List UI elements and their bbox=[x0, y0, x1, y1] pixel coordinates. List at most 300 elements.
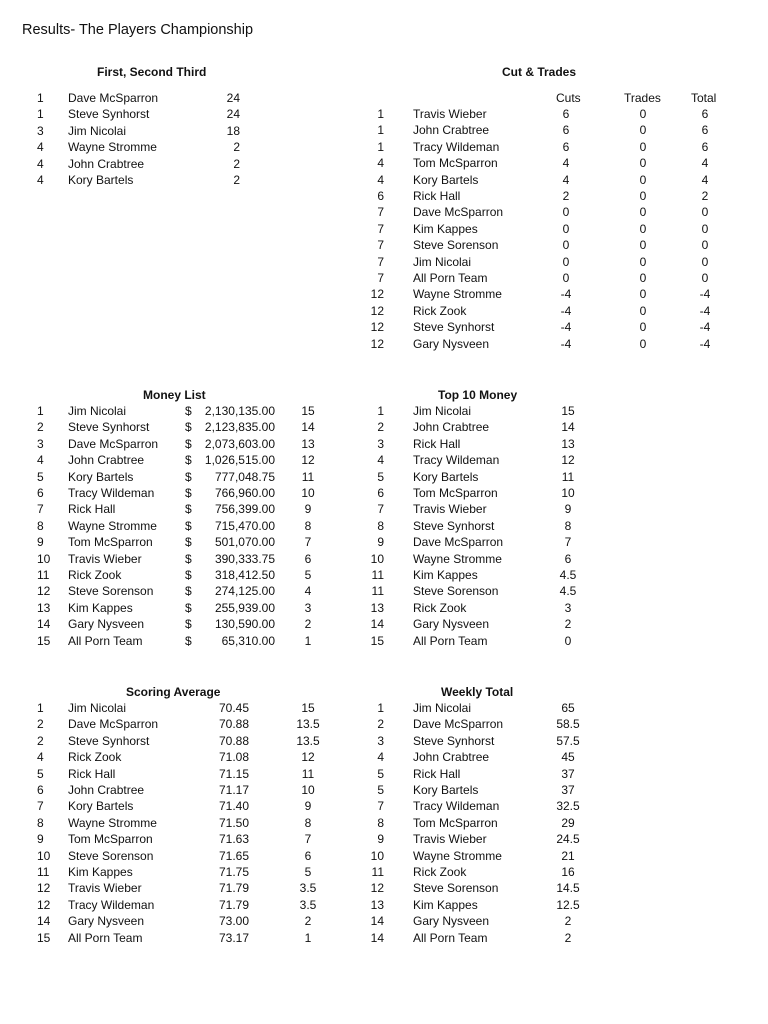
rank-cell: 4 bbox=[37, 173, 44, 187]
player-name-cell: Kory Bartels bbox=[413, 469, 479, 484]
player-name-cell: Kim Kappes bbox=[68, 600, 133, 615]
player-name-cell: Kory Bartels bbox=[68, 469, 134, 484]
earnings-cell: 130,590.00 bbox=[214, 617, 275, 632]
rank-cell: 8 bbox=[377, 518, 384, 533]
column-header-trades: Trades bbox=[624, 91, 661, 105]
player-name-cell: Steve Synhorst bbox=[68, 107, 150, 122]
player-name-cell: Steve Synhorst bbox=[68, 420, 150, 435]
rank-cell: 15 bbox=[370, 633, 384, 648]
player-name-cell: Gary Nysveen bbox=[413, 617, 490, 632]
trades-cell: 0 bbox=[639, 123, 647, 138]
total-cell: 2 bbox=[701, 189, 709, 203]
player-name-cell: Tom McSparron bbox=[413, 156, 498, 171]
points-cell: 5 bbox=[304, 568, 312, 582]
rank-cell: 4 bbox=[377, 156, 384, 171]
points-cell: 2 bbox=[233, 156, 240, 171]
cuts-cell: 4 bbox=[562, 156, 570, 171]
player-name-cell: Gary Nysveen bbox=[413, 914, 490, 929]
player-name-cell: Kory Bartels bbox=[68, 173, 134, 187]
rank-cell: 12 bbox=[370, 881, 384, 896]
currency-cell: $ bbox=[185, 551, 192, 566]
currency-cell: $ bbox=[185, 535, 192, 550]
rank-cell: 12 bbox=[370, 320, 384, 335]
earnings-cell: 756,399.00 bbox=[214, 502, 275, 517]
rank-cell: 4 bbox=[37, 156, 44, 171]
rank-cell: 11 bbox=[371, 865, 384, 879]
player-name-cell: Wayne Stromme bbox=[68, 518, 157, 533]
player-name-cell: Rick Zook bbox=[413, 865, 467, 879]
player-name-cell: Travis Wieber bbox=[413, 107, 487, 121]
points-cell: 14 bbox=[301, 420, 315, 435]
total-cell: 57.5 bbox=[556, 733, 580, 748]
average-cell: 71.63 bbox=[218, 832, 250, 847]
player-name-cell: Rick Hall bbox=[68, 766, 116, 781]
earnings-cell: 318,412.50 bbox=[214, 568, 275, 582]
rank-cell: 1 bbox=[377, 139, 384, 154]
rank-cell: 7 bbox=[377, 254, 384, 269]
average-cell: 71.40 bbox=[218, 799, 250, 814]
cuts-cell: 0 bbox=[562, 221, 570, 236]
player-name-cell: All Porn Team bbox=[68, 930, 143, 945]
rank-cell: 12 bbox=[37, 881, 51, 896]
player-name-cell: Kory Bartels bbox=[413, 783, 479, 797]
average-cell: 71.17 bbox=[218, 783, 250, 797]
player-name-cell: Gary Nysveen bbox=[68, 617, 145, 632]
rank-cell: 9 bbox=[377, 535, 384, 550]
rank-cell: 11 bbox=[371, 568, 384, 582]
currency-cell: $ bbox=[185, 617, 192, 632]
points-cell: 12 bbox=[301, 453, 315, 468]
points-cell: 13 bbox=[301, 436, 315, 451]
points-cell: 13 bbox=[561, 436, 575, 451]
player-name-cell: Travis Wieber bbox=[68, 551, 142, 566]
earnings-cell: 766,960.00 bbox=[214, 486, 275, 500]
rank-cell: 12 bbox=[370, 303, 384, 318]
points-cell: 10 bbox=[301, 486, 315, 500]
rank-cell: 7 bbox=[377, 238, 384, 253]
cuts-cell: -4 bbox=[560, 320, 572, 335]
player-name-cell: Kim Kappes bbox=[413, 897, 478, 912]
rank-cell: 4 bbox=[37, 453, 44, 468]
player-name-cell: All Porn Team bbox=[68, 633, 143, 648]
page-title: Results- The Players Championship bbox=[22, 22, 254, 38]
player-name-cell: Wayne Stromme bbox=[413, 848, 502, 863]
trades-cell: 0 bbox=[639, 221, 647, 236]
player-name-cell: Travis Wieber bbox=[413, 832, 487, 847]
points-cell: 8 bbox=[304, 518, 312, 533]
points-cell: 11 bbox=[301, 766, 315, 781]
section-title-first-second-third: First, Second Third bbox=[97, 65, 207, 79]
currency-cell: $ bbox=[185, 600, 192, 615]
player-name-cell: Jim Nicolai bbox=[413, 701, 472, 715]
rank-cell: 5 bbox=[377, 783, 384, 797]
rank-cell: 7 bbox=[377, 205, 384, 220]
trades-cell: 0 bbox=[639, 139, 647, 154]
rank-cell: 4 bbox=[377, 172, 384, 187]
trades-cell: 0 bbox=[639, 336, 647, 351]
currency-cell: $ bbox=[185, 486, 192, 500]
player-name-cell: Tom McSparron bbox=[68, 535, 153, 550]
section-title-scoring-average: Scoring Average bbox=[126, 685, 221, 699]
average-cell: 73.00 bbox=[218, 914, 250, 929]
total-cell: 37 bbox=[561, 766, 575, 781]
average-cell: 70.88 bbox=[218, 717, 250, 732]
player-name-cell: Wayne Stromme bbox=[68, 815, 157, 830]
earnings-cell: 501,070.00 bbox=[214, 535, 275, 550]
total-cell: 2 bbox=[564, 914, 572, 929]
trades-cell: 0 bbox=[639, 205, 647, 220]
player-name-cell: Rick Hall bbox=[413, 436, 461, 451]
rank-cell: 10 bbox=[37, 848, 51, 863]
player-name-cell: Wayne Stromme bbox=[68, 140, 157, 155]
points-cell: 4 bbox=[304, 584, 312, 599]
total-cell: 21 bbox=[561, 848, 575, 863]
player-name-cell: Rick Zook bbox=[68, 568, 122, 582]
trades-cell: 0 bbox=[639, 320, 647, 335]
points-cell: 2 bbox=[304, 617, 312, 632]
total-cell: 58.5 bbox=[556, 717, 580, 732]
points-cell: 6 bbox=[304, 551, 312, 566]
points-cell: 13.5 bbox=[296, 717, 320, 732]
rank-cell: 3 bbox=[37, 436, 44, 451]
earnings-cell: 777,048.75 bbox=[214, 469, 275, 484]
currency-cell: $ bbox=[185, 404, 192, 418]
points-cell: 18 bbox=[226, 123, 240, 138]
points-cell: 6 bbox=[304, 848, 312, 863]
rank-cell: 14 bbox=[370, 930, 384, 945]
rank-cell: 15 bbox=[37, 930, 51, 945]
player-name-cell: Rick Hall bbox=[413, 766, 461, 781]
player-name-cell: Steve Sorenson bbox=[413, 881, 499, 896]
points-cell: 15 bbox=[301, 701, 315, 715]
player-name-cell: John Crabtree bbox=[413, 123, 490, 138]
column-header-cuts: Cuts bbox=[556, 91, 581, 105]
rank-cell: 7 bbox=[37, 799, 44, 814]
player-name-cell: Dave McSparron bbox=[413, 717, 504, 732]
average-cell: 71.15 bbox=[218, 766, 250, 781]
player-name-cell: Dave McSparron bbox=[68, 717, 159, 732]
player-name-cell: Steve Sorenson bbox=[413, 584, 499, 599]
average-cell: 71.75 bbox=[218, 865, 250, 879]
player-name-cell: Wayne Stromme bbox=[413, 287, 502, 302]
rank-cell: 14 bbox=[370, 914, 384, 929]
trades-cell: 0 bbox=[639, 156, 647, 171]
section-title-money-list: Money List bbox=[143, 388, 206, 402]
column-header-total: Total bbox=[691, 91, 717, 105]
cuts-cell: 2 bbox=[562, 189, 570, 203]
rank-cell: 10 bbox=[370, 848, 384, 863]
player-name-cell: Dave McSparron bbox=[68, 91, 159, 105]
player-name-cell: Tracy Wildeman bbox=[413, 139, 500, 154]
player-name-cell: Gary Nysveen bbox=[413, 336, 490, 351]
points-cell: 1 bbox=[304, 633, 312, 648]
trades-cell: 0 bbox=[639, 172, 647, 187]
cuts-cell: 0 bbox=[562, 254, 570, 269]
player-name-cell: Rick Zook bbox=[68, 750, 122, 765]
rank-cell: 3 bbox=[37, 123, 44, 138]
points-cell: 3 bbox=[564, 600, 572, 615]
points-cell: 10 bbox=[561, 486, 575, 500]
earnings-cell: 274,125.00 bbox=[214, 584, 275, 599]
player-name-cell: John Crabtree bbox=[68, 783, 145, 797]
player-name-cell: All Porn Team bbox=[413, 930, 488, 945]
points-cell: 6 bbox=[564, 551, 572, 566]
currency-cell: $ bbox=[185, 502, 192, 517]
player-name-cell: John Crabtree bbox=[68, 156, 145, 171]
points-cell: 2 bbox=[564, 617, 572, 632]
cuts-cell: 6 bbox=[562, 107, 570, 121]
player-name-cell: Kory Bartels bbox=[413, 172, 479, 187]
rank-cell: 12 bbox=[370, 336, 384, 351]
total-cell: 6 bbox=[701, 107, 709, 121]
total-cell: 6 bbox=[701, 139, 709, 154]
points-cell: 13.5 bbox=[296, 733, 320, 748]
rank-cell: 2 bbox=[37, 717, 44, 732]
rank-cell: 12 bbox=[37, 897, 51, 912]
points-cell: 7 bbox=[564, 535, 572, 550]
player-name-cell: Dave McSparron bbox=[413, 205, 504, 220]
player-name-cell: Kim Kappes bbox=[413, 221, 478, 236]
points-cell: 4.5 bbox=[559, 584, 577, 599]
total-cell: 0 bbox=[701, 254, 709, 269]
rank-cell: 11 bbox=[37, 865, 50, 879]
points-cell: 8 bbox=[304, 815, 312, 830]
rank-cell: 1 bbox=[377, 701, 384, 715]
rank-cell: 5 bbox=[377, 469, 384, 484]
earnings-cell: 2,073,603.00 bbox=[204, 436, 275, 451]
total-cell: 37 bbox=[561, 783, 575, 797]
rank-cell: 10 bbox=[37, 551, 51, 566]
player-name-cell: Rick Hall bbox=[68, 502, 116, 517]
rank-cell: 2 bbox=[377, 717, 384, 732]
player-name-cell: Tracy Wildeman bbox=[413, 453, 500, 468]
points-cell: 24 bbox=[226, 91, 240, 105]
currency-cell: $ bbox=[185, 469, 192, 484]
cuts-cell: 6 bbox=[562, 123, 570, 138]
rank-cell: 2 bbox=[37, 733, 44, 748]
earnings-cell: 65,310.00 bbox=[221, 633, 275, 648]
player-name-cell: Rick Hall bbox=[413, 189, 461, 203]
earnings-cell: 390,333.75 bbox=[214, 551, 275, 566]
player-name-cell: Jim Nicolai bbox=[68, 701, 127, 715]
rank-cell: 1 bbox=[37, 107, 44, 122]
trades-cell: 0 bbox=[639, 287, 647, 302]
trades-cell: 0 bbox=[639, 303, 647, 318]
points-cell: 15 bbox=[561, 404, 575, 418]
player-name-cell: Travis Wieber bbox=[68, 881, 142, 896]
player-name-cell: Steve Sorenson bbox=[413, 238, 499, 253]
total-cell: -4 bbox=[699, 320, 711, 335]
player-name-cell: Rick Zook bbox=[413, 303, 467, 318]
rank-cell: 7 bbox=[37, 502, 44, 517]
points-cell: 11 bbox=[561, 469, 575, 484]
earnings-cell: 715,470.00 bbox=[214, 518, 275, 533]
total-cell: 0 bbox=[701, 271, 709, 285]
currency-cell: $ bbox=[185, 633, 192, 648]
player-name-cell: Travis Wieber bbox=[413, 502, 487, 517]
rank-cell: 14 bbox=[370, 617, 384, 632]
points-cell: 14 bbox=[561, 420, 575, 435]
rank-cell: 6 bbox=[377, 486, 384, 500]
points-cell: 1 bbox=[304, 930, 312, 945]
points-cell: 15 bbox=[301, 404, 315, 418]
currency-cell: $ bbox=[185, 518, 192, 533]
total-cell: 12.5 bbox=[556, 897, 580, 912]
rank-cell: 5 bbox=[377, 766, 384, 781]
rank-cell: 8 bbox=[37, 518, 44, 533]
player-name-cell: Steve Synhorst bbox=[413, 320, 495, 335]
player-name-cell: Steve Synhorst bbox=[68, 733, 150, 748]
cuts-cell: -4 bbox=[560, 303, 572, 318]
currency-cell: $ bbox=[185, 436, 192, 451]
rank-cell: 5 bbox=[37, 469, 44, 484]
rank-cell: 5 bbox=[37, 766, 44, 781]
player-name-cell: Dave McSparron bbox=[68, 436, 159, 451]
section-title-weekly-total: Weekly Total bbox=[441, 685, 514, 699]
player-name-cell: Jim Nicolai bbox=[413, 254, 472, 269]
total-cell: -4 bbox=[699, 336, 711, 351]
player-name-cell: All Porn Team bbox=[413, 271, 488, 285]
rank-cell: 14 bbox=[37, 914, 51, 929]
average-cell: 71.79 bbox=[218, 881, 250, 896]
points-cell: 9 bbox=[304, 502, 312, 517]
total-cell: 0 bbox=[701, 221, 709, 236]
player-name-cell: Steve Sorenson bbox=[68, 584, 154, 599]
player-name-cell: Tom McSparron bbox=[413, 486, 498, 500]
currency-cell: $ bbox=[185, 420, 192, 435]
player-name-cell: Dave McSparron bbox=[413, 535, 504, 550]
player-name-cell: Tracy Wildeman bbox=[68, 486, 155, 500]
rank-cell: 1 bbox=[37, 701, 44, 715]
points-cell: 3.5 bbox=[299, 881, 317, 896]
player-name-cell: Jim Nicolai bbox=[68, 123, 127, 138]
cuts-cell: 6 bbox=[562, 139, 570, 154]
rank-cell: 1 bbox=[377, 123, 384, 138]
rank-cell: 15 bbox=[37, 633, 51, 648]
rank-cell: 7 bbox=[377, 799, 384, 814]
average-cell: 73.17 bbox=[218, 930, 250, 945]
points-cell: 7 bbox=[304, 832, 312, 847]
player-name-cell: Steve Synhorst bbox=[413, 733, 495, 748]
total-cell: 65 bbox=[561, 701, 575, 715]
points-cell: 24 bbox=[226, 107, 240, 122]
rank-cell: 11 bbox=[37, 568, 50, 582]
total-cell: 16 bbox=[561, 865, 575, 879]
player-name-cell: Tom McSparron bbox=[413, 815, 498, 830]
rank-cell: 1 bbox=[37, 404, 44, 418]
currency-cell: $ bbox=[185, 568, 192, 582]
cuts-cell: 0 bbox=[562, 205, 570, 220]
total-cell: 4 bbox=[701, 172, 709, 187]
player-name-cell: Gary Nysveen bbox=[68, 914, 145, 929]
rank-cell: 13 bbox=[370, 897, 384, 912]
rank-cell: 4 bbox=[37, 140, 44, 155]
total-cell: 6 bbox=[701, 123, 709, 138]
total-cell: 0 bbox=[701, 205, 709, 220]
total-cell: 29 bbox=[561, 815, 575, 830]
section-title-cut-trades: Cut & Trades bbox=[502, 65, 577, 79]
trades-cell: 0 bbox=[639, 107, 647, 121]
points-cell: 7 bbox=[304, 535, 312, 550]
total-cell: 2 bbox=[564, 930, 572, 945]
rank-cell: 9 bbox=[377, 832, 384, 847]
player-name-cell: Rick Zook bbox=[413, 600, 467, 615]
total-cell: 32.5 bbox=[556, 799, 580, 814]
currency-cell: $ bbox=[185, 584, 192, 599]
cuts-cell: -4 bbox=[560, 336, 572, 351]
rank-cell: 6 bbox=[37, 783, 44, 797]
rank-cell: 14 bbox=[37, 617, 51, 632]
points-cell: 8 bbox=[564, 518, 572, 533]
player-name-cell: John Crabtree bbox=[413, 750, 490, 765]
points-cell: 4.5 bbox=[559, 568, 577, 582]
cuts-cell: 0 bbox=[562, 238, 570, 253]
rank-cell: 12 bbox=[37, 584, 51, 599]
rank-cell: 12 bbox=[370, 287, 384, 302]
rank-cell: 6 bbox=[37, 486, 44, 500]
rank-cell: 8 bbox=[377, 815, 384, 830]
earnings-cell: 2,130,135.00 bbox=[204, 404, 275, 418]
trades-cell: 0 bbox=[639, 271, 647, 285]
rank-cell: 7 bbox=[377, 502, 384, 517]
player-name-cell: Kim Kappes bbox=[68, 865, 133, 879]
rank-cell: 13 bbox=[37, 600, 51, 615]
points-cell: 11 bbox=[301, 469, 315, 484]
total-cell: 24.5 bbox=[556, 832, 580, 847]
points-cell: 5 bbox=[304, 865, 312, 879]
average-cell: 71.50 bbox=[218, 815, 250, 830]
earnings-cell: 2,123,835.00 bbox=[204, 420, 275, 435]
average-cell: 71.65 bbox=[218, 848, 250, 863]
player-name-cell: Kim Kappes bbox=[413, 568, 478, 582]
rank-cell: 3 bbox=[377, 733, 384, 748]
rank-cell: 1 bbox=[377, 107, 384, 121]
rank-cell: 9 bbox=[37, 535, 44, 550]
trades-cell: 0 bbox=[639, 254, 647, 269]
player-name-cell: Jim Nicolai bbox=[68, 404, 127, 418]
rank-cell: 4 bbox=[377, 453, 384, 468]
average-cell: 70.88 bbox=[218, 733, 250, 748]
points-cell: 2 bbox=[233, 173, 240, 187]
cuts-cell: -4 bbox=[560, 287, 572, 302]
rank-cell: 11 bbox=[371, 584, 384, 599]
points-cell: 3.5 bbox=[299, 897, 317, 912]
player-name-cell: John Crabtree bbox=[413, 420, 490, 435]
currency-cell: $ bbox=[185, 453, 192, 468]
rank-cell: 2 bbox=[37, 420, 44, 435]
total-cell: -4 bbox=[699, 303, 711, 318]
player-name-cell: Kory Bartels bbox=[68, 799, 134, 814]
rank-cell: 10 bbox=[370, 551, 384, 566]
points-cell: 2 bbox=[233, 140, 240, 155]
trades-cell: 0 bbox=[639, 238, 647, 253]
player-name-cell: Wayne Stromme bbox=[413, 551, 502, 566]
player-name-cell: Jim Nicolai bbox=[413, 404, 472, 418]
player-name-cell: Steve Sorenson bbox=[68, 848, 154, 863]
section-title-top10-money: Top 10 Money bbox=[438, 388, 518, 402]
rank-cell: 3 bbox=[377, 436, 384, 451]
points-cell: 2 bbox=[304, 914, 312, 929]
total-cell: 4 bbox=[701, 156, 709, 171]
total-cell: 14.5 bbox=[556, 881, 580, 896]
average-cell: 71.79 bbox=[218, 897, 250, 912]
total-cell: -4 bbox=[699, 287, 711, 302]
rank-cell: 7 bbox=[377, 271, 384, 285]
player-name-cell: Tom McSparron bbox=[68, 832, 153, 847]
average-cell: 70.45 bbox=[218, 701, 250, 715]
rank-cell: 1 bbox=[37, 91, 44, 105]
trades-cell: 0 bbox=[639, 189, 647, 203]
